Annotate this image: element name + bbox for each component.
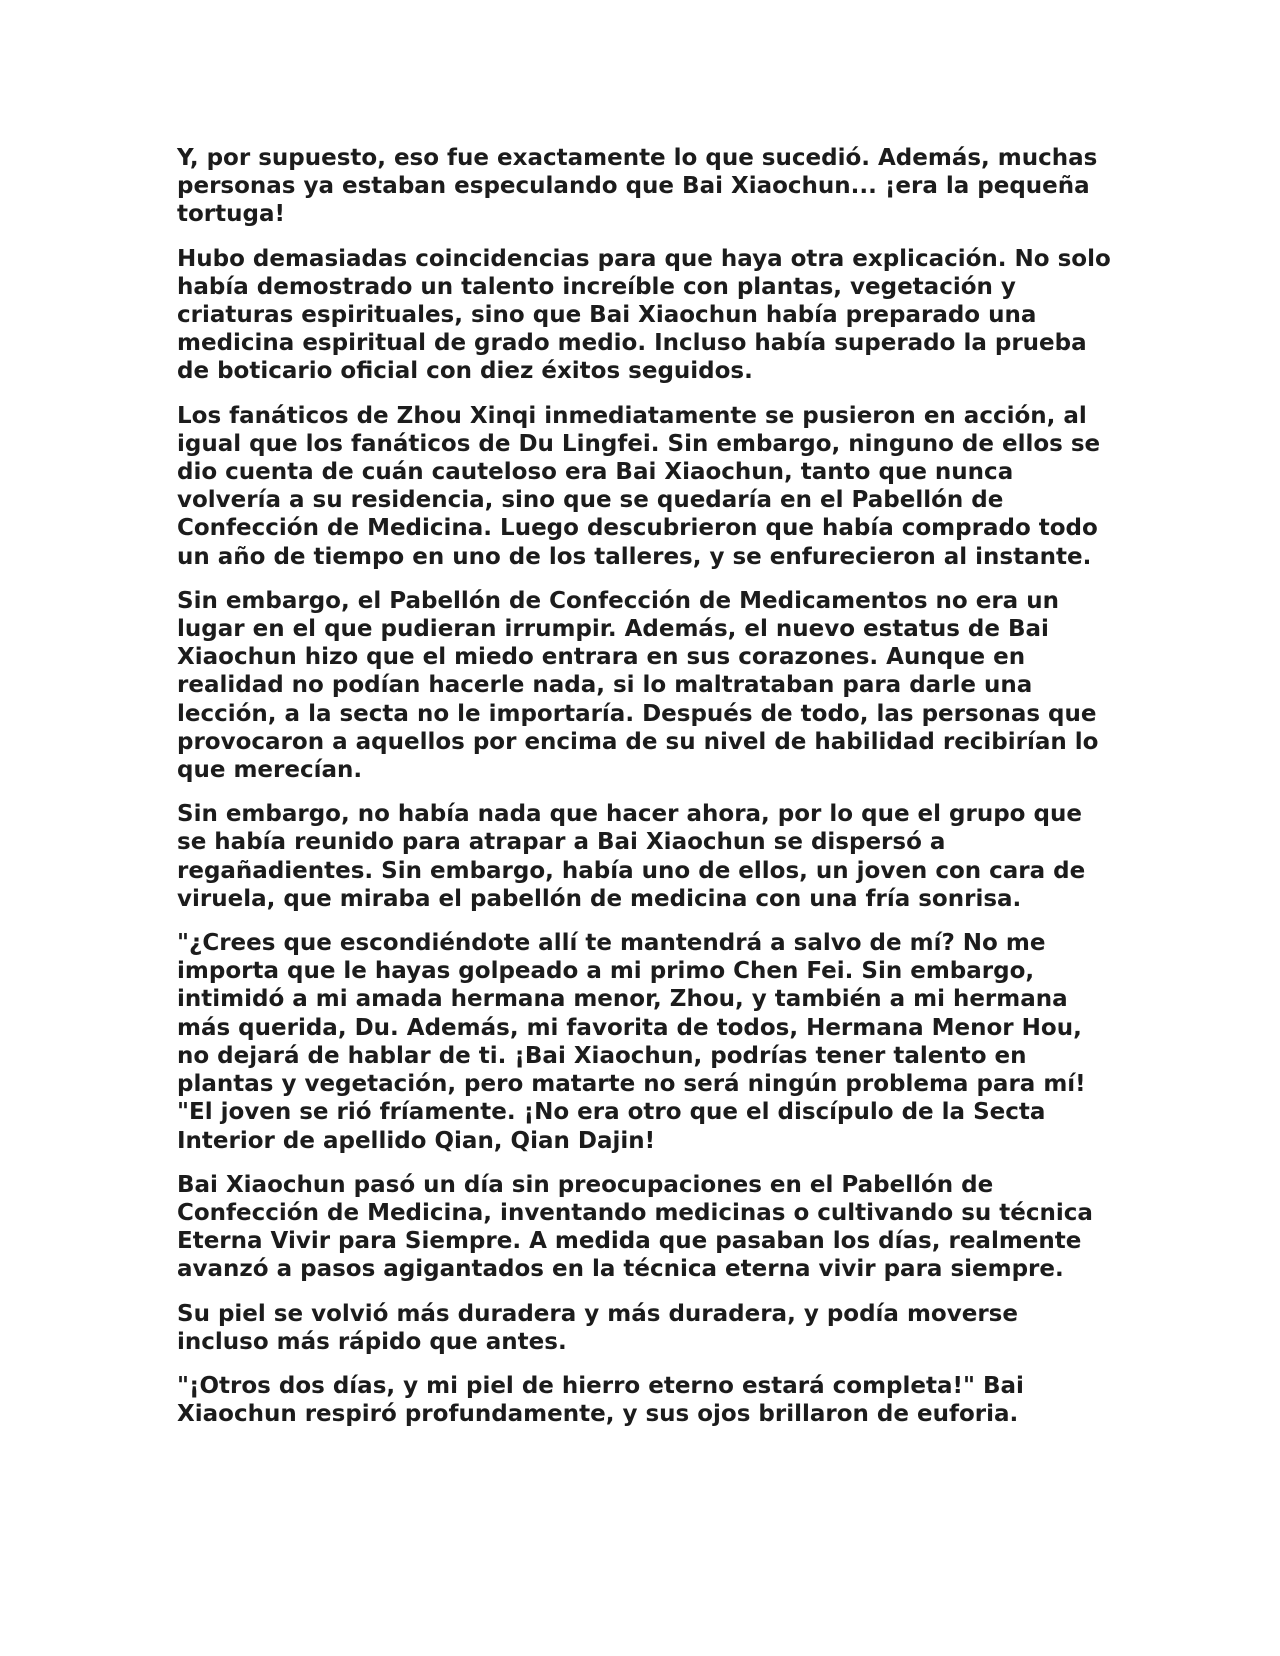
document-page: [177, 144, 1117, 1444]
paragraph: Sin embargo, el Pabellón de Confección de Medicamentos no era un lugar en el que pudieran irrumpir. Además, el nuevo estatus de Bai Xiaochun hizo que el miedo entrara en sus corazones. Aunque en realidad no podían hacerle nada, si lo maltrataban para darle una lección, a la secta no le importaría. Después de todo, las personas que provocaron a aquellos por encima de su nivel de habilidad recibirían lo que merecían.: [177, 587, 1099, 784]
paragraph: Sin embargo, no había nada que hacer ahora, por lo que el grupo que se había reunido para atrapar a Bai Xiaochun se dispersó a regañadientes. Sin embargo, había uno de ellos, un joven con cara de viruela, que miraba el pabellón de medicina con una fría sonrisa.: [177, 801, 1086, 912]
paragraph: Bai Xiaochun pasó un día sin preocupaciones en el Pabellón de Confección de Medicina, inventando medicinas o cultivando su técnica Eterna Vivir para Siempre. A medida que pasaban los días, realmente avanzó a pasos agigantados en la técnica eterna vivir para siempre.: [177, 1171, 1093, 1283]
paragraph: Hubo demasiadas coincidencias para que haya otra explicación. No solo había demostrado un talento increíble con plantas, vegetación y criaturas espirituales, sino que Bai Xiaochun había preparado una medicina espiritual de grado medio. Incluso había superado la prueba de boticario oficial con diez éxitos seguidos.: [177, 245, 1111, 385]
paragraph: "¿Crees que escondiéndote allí te mantendrá a salvo de mí? No me importa que le hayas golpeado a mi primo Chen Fei. Sin embargo, intimidó a mi amada hermana menor, Zhou, y también a mi hermana más querida, Du. Además, mi favorita de todos, Hermana Menor Hou, no dejará de hablar de ti. ¡Bai Xiaochun, podrías tener talento en plantas y vegetación, pero matarte no será ningún problema para mí! "El joven se rió fríamente. ¡No era otro que el discípulo de la Secta Interior de apellido Qian, Qian Dajin!: [177, 930, 1086, 1154]
paragraph: Los fanáticos de Zhou Xinqi inmediatamente se pusieron en acción, al igual que los fanáticos de Du Lingfei. Sin embargo, ninguno de ellos se dio cuenta de cuán cauteloso era Bai Xiaochun, tanto que nunca volvería a su residencia, sino que se quedaría en el Pabellón de Confección de Medicina. Luego descubrieron que había comprado todo un año de tiempo en uno de los talleres, y se enfurecieron al instante.: [177, 402, 1101, 570]
paragraph: Y, por supuesto, eso fue exactamente lo que sucedió. Además, muchas personas ya estaban especulando que Bai Xiaochun... ¡era la pequeña tortuga!: [177, 145, 1098, 228]
paragraph: "¡Otros dos días, y mi piel de hierro eterno estará completa!" Bai Xiaochun respiró profundamente, y sus ojos brillaron de euforia.: [177, 1372, 1024, 1428]
paragraph: Su piel se volvió más duradera y más duradera, y podía moverse incluso más rápido que antes.: [177, 1300, 1018, 1355]
